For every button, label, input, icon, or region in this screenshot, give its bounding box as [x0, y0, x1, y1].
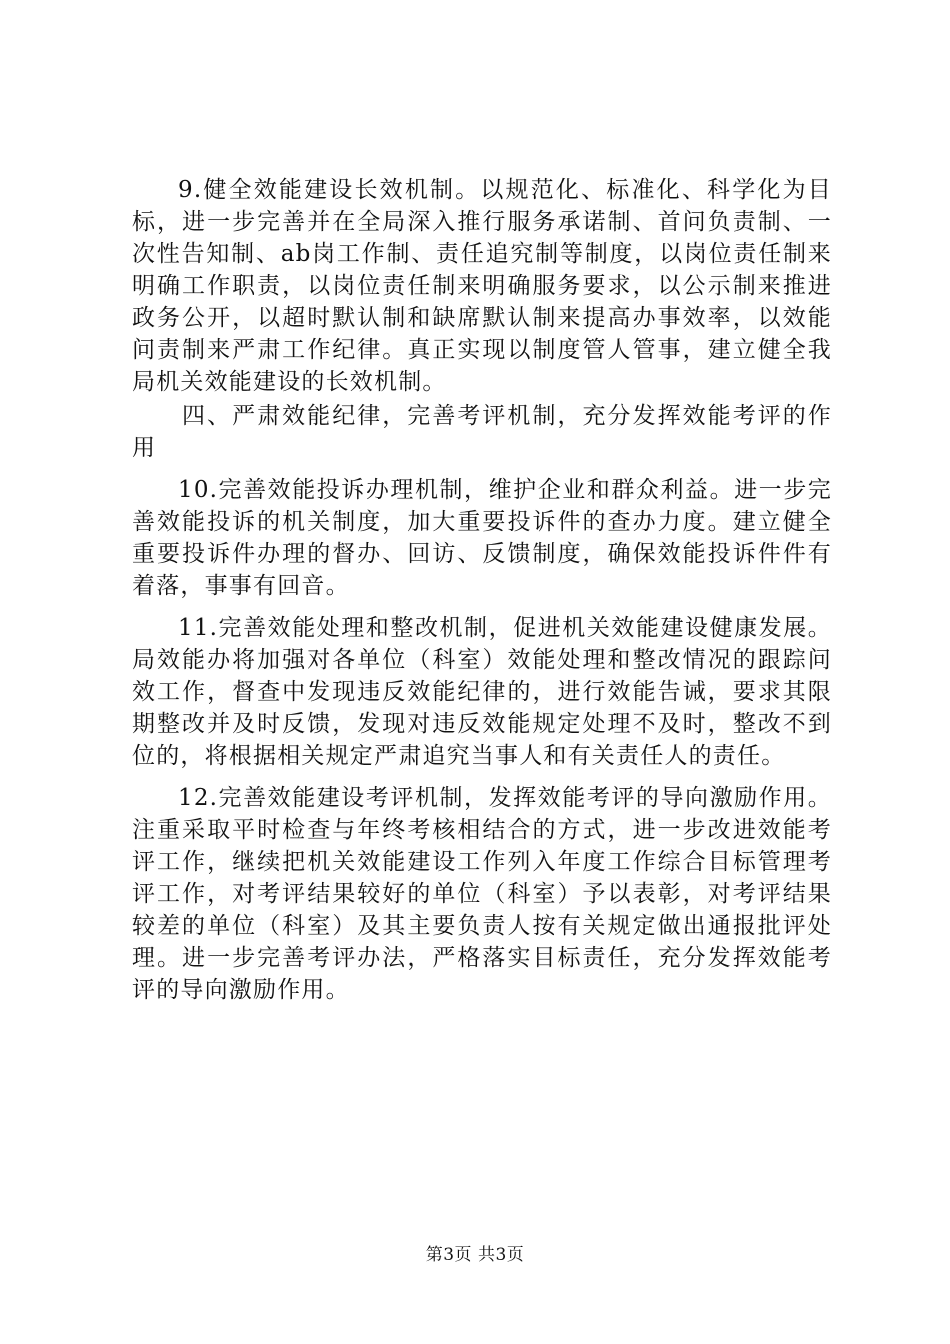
section-heading-four: 四、严肃效能纪律，完善考评机制，充分发挥效能考评的作用: [132, 403, 832, 461]
paragraph-item-9: 9.健全效能建设长效机制。以规范化、标准化、科学化为目标，进一步完善并在全局深入推行服务承诺制、首问负责制、一次性告知制、ab岗工作制、责任追究制等制度，以岗位责任制来明确工作职责，以岗位责任制来明确服务要求，以公示制来推进政务公开，以超时默认制和缺席默认制来提高办事效率，以效能问责制来严肃工作纪律。真正实现以制度管人管事，建立健全我局机关效能建设的长效机制。: [132, 177, 832, 395]
document-body: [132, 174, 832, 1006]
paragraph-item-12: 12.完善效能建设考评机制，发挥效能考评的导向激励作用。注重采取平时检查与年终考核相结合的方式，进一步改进效能考评工作，继续把机关效能建设工作列入年度工作综合目标管理考评工作，对考评结果较好的单位（科室）予以表彰，对考评结果较差的单位（科室）及其主要负责人按有关规定做出通报批评处理。进一步完善考评办法，严格落实目标责任，充分发挥效能考评的导向激励作用。: [132, 785, 832, 1003]
paragraph-item-11: 11.完善效能处理和整改机制，促进机关效能建设健康发展。局效能办将加强对各单位（科室）效能处理和整改情况的跟踪问效工作，督查中发现违反效能纪律的，进行效能告诫，要求其限期整改并及时反馈，发现对违反效能规定处理不及时，整改不到位的，将根据相关规定严肃追究当事人和有关责任人的责任。: [132, 615, 832, 769]
paragraph-item-10: 10.完善效能投诉办理机制，维护企业和群众利益。进一步完善效能投诉的机关制度，加大重要投诉件的查办力度。建立健全重要投诉件办理的督办、回访、反馈制度，确保效能投诉件件有着落，事事有回音。: [132, 477, 832, 599]
page-footer: 第3页 共3页: [425, 1245, 525, 1265]
